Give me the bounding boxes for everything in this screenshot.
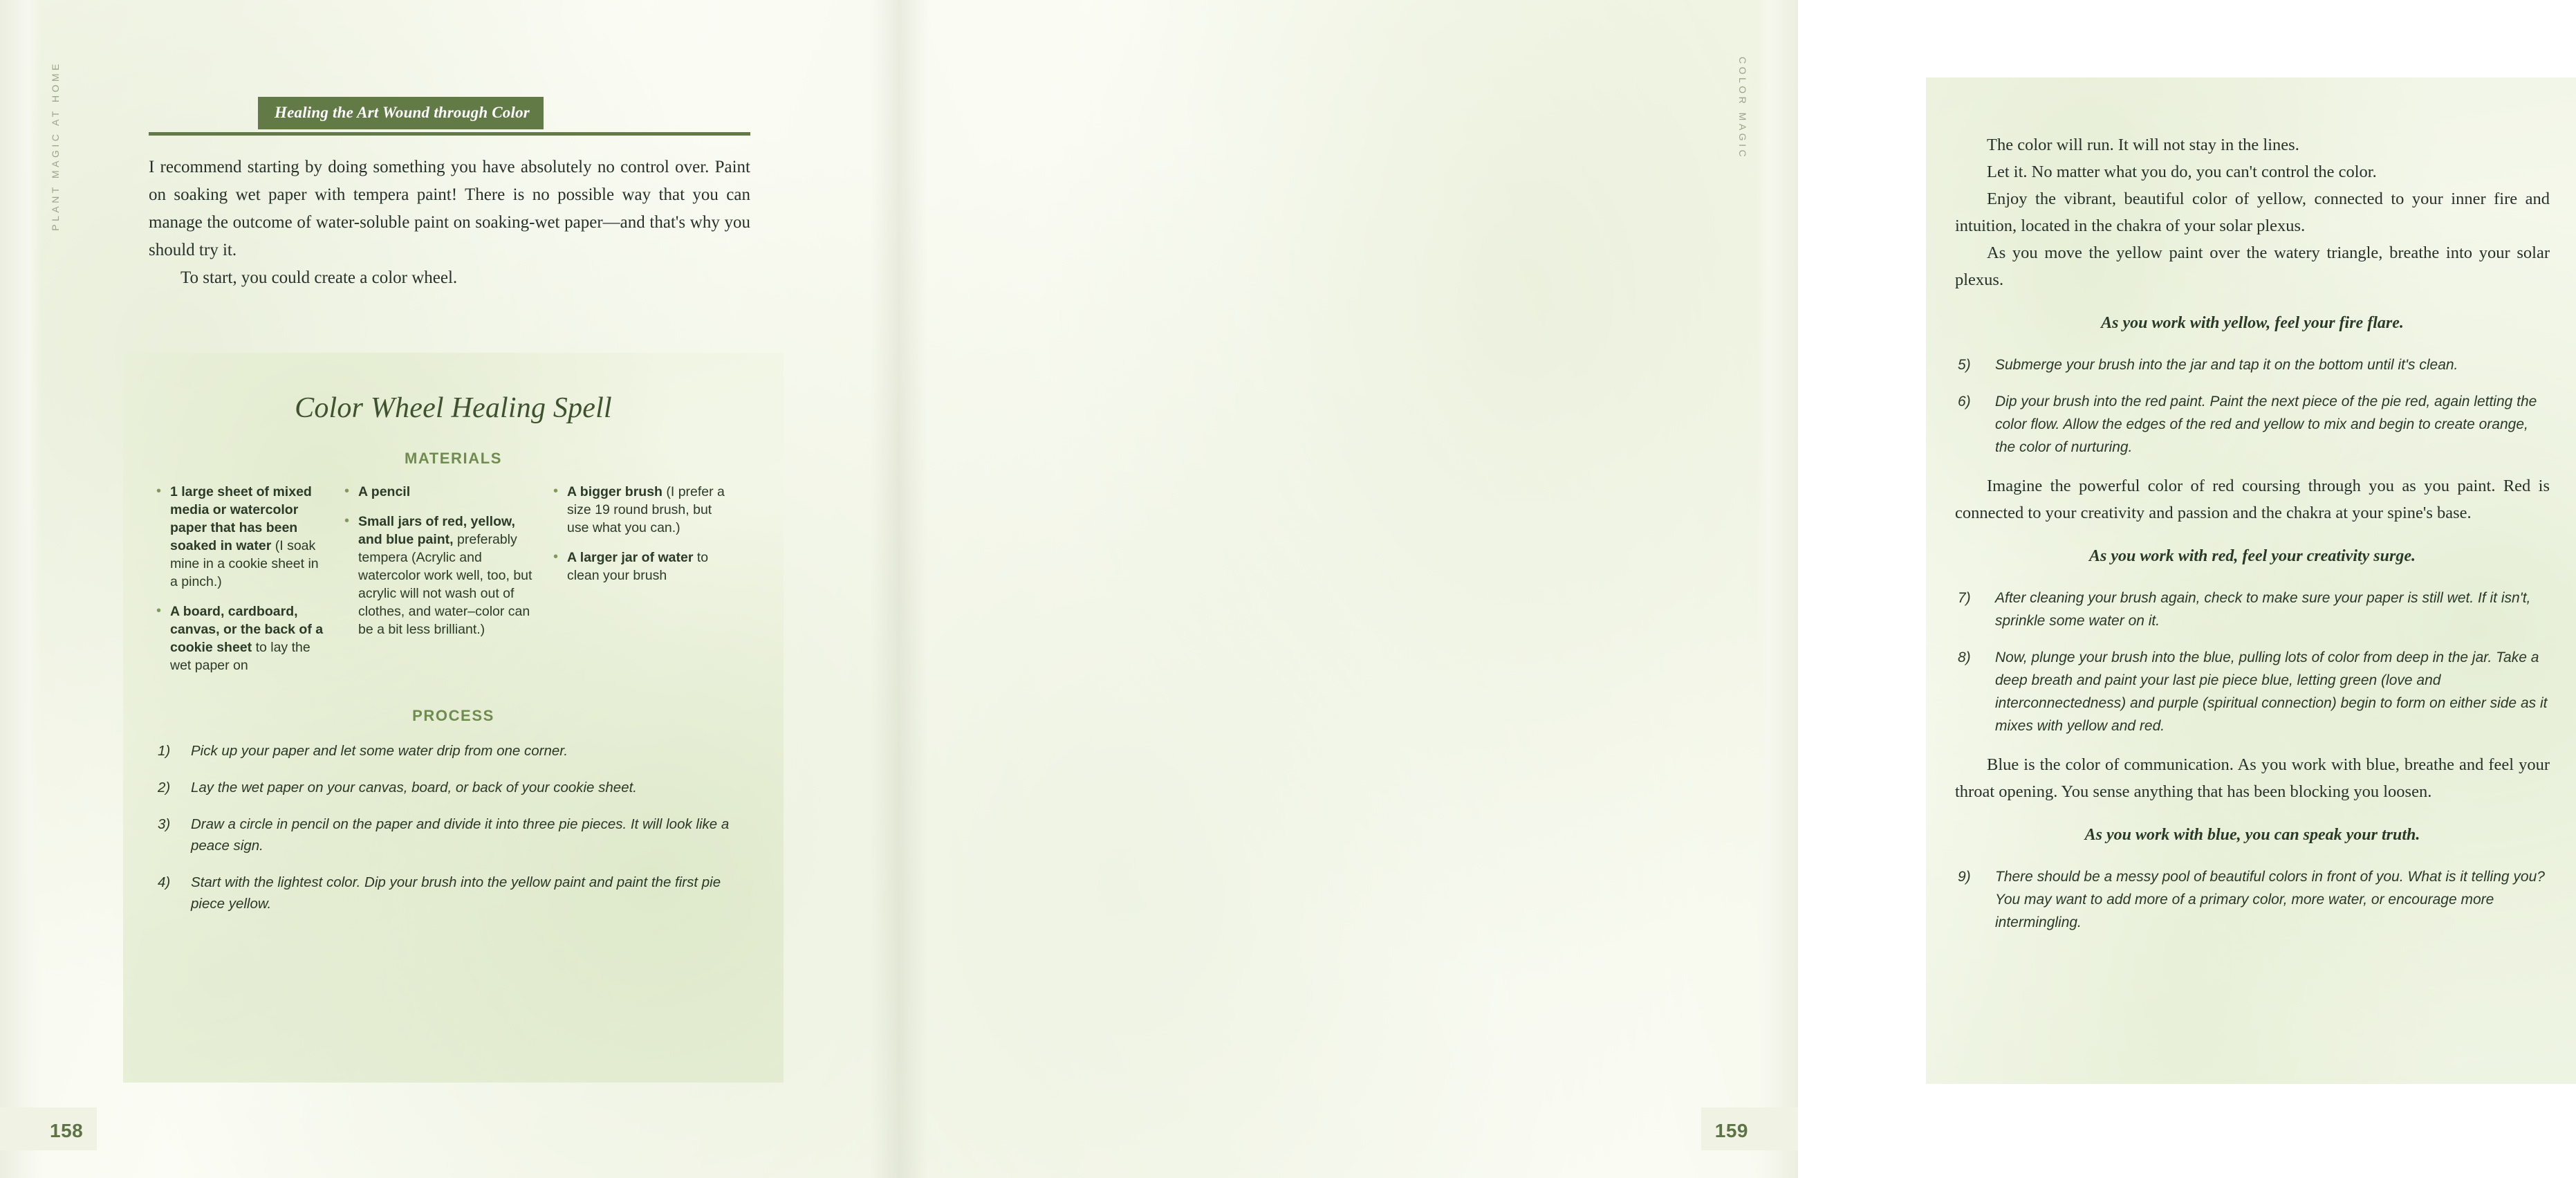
page-edge-left [0,0,41,1178]
right-text-column [1926,77,2576,1084]
step-number: 6) [1958,394,1971,409]
page-edge-right [1757,0,1798,1178]
page-right [899,0,2550,1178]
spell-box [123,353,784,1083]
materials-columns [155,483,752,686]
list-item [1955,587,2550,632]
list-item: Pick up your paper and let some water drip from one corner. [191,743,568,759]
right-body-red [1955,472,2550,526]
materials-list-3 [552,483,732,585]
list-item [552,483,732,537]
step-number: 9) [1958,869,1971,885]
list-item [1955,390,2550,459]
intro-paragraph-2: To start, you could create a color wheel. [180,268,458,287]
step-number: 5) [1958,357,1971,373]
step-text: After cleaning your brush again, check to make sure your paper is still wet. If it isn't, sprinkle some water on it. [1995,590,2531,629]
step-text: Dip your brush into the red paint. Paint the next piece of the pie red, again letting the color flow. Allow the edges of the red and yellow to mix and begin to create orange, the color of nurturing. [1995,394,2537,455]
callout-blue: As you work with blue, you can speak your truth. [2084,826,2420,844]
right-paragraph-2: Let it. No matter what you do, you can't control the color. [1987,163,2377,181]
chapter-heading [149,97,750,136]
chapter-rule [149,132,750,136]
right-paragraph-5: Imagine the powerful color of red coursing through you as you paint. Red is connected to your creativity and passion and the chakra at your spine's base. [1955,477,2550,522]
list-item [1955,646,2550,737]
material-name: A pencil [358,484,411,499]
spell-title: Color Wheel Healing Spell [295,392,612,424]
intro-paragraph-1: I recommend starting by doing something you have absolutely no control over. Paint on soaking wet paper with tempera paint! There is no possible way that you can manage the outcome of water-soluble paint on soaking-wet paper—and that's why you should try it. [149,158,750,259]
material-detail: (I prefer a size 19 round brush, but use what you can.) [567,484,725,535]
page-number-left: 158 [50,1120,84,1141]
right-paragraph-3: Enjoy the vibrant, beautiful color of yellow, connected to your inner fire and intuition, located in the chakra of your solar plexus. [1955,190,2550,235]
material-detail: to lay the wet paper on [170,640,311,673]
step-text: Submerge your brush into the jar and tap it on the bottom until it's clean. [1995,357,2458,373]
step-text: There should be a messy pool of beautiful colors in front of you. What is it telling you? You may want to add more of a primary color, more water, or encourage more intermingling. [1995,869,2545,930]
process-steps-list [155,740,752,914]
list-item: Start with the lightest color. Dip your brush into the yellow paint and paint the first pie piece yellow. [191,874,721,912]
step-number: 8) [1958,650,1971,665]
material-name: 1 large sheet of mixed media or watercolor paper that has been soaked in water [170,484,312,553]
callout-yellow: As you work with yellow, feel your fire flare. [2101,314,2404,332]
list-item [155,483,328,591]
material-name: A larger jar of water [567,550,697,565]
right-paragraph-6: Blue is the color of communication. As you work with blue, breathe and feel your throat opening. You sense anything that has been blocking you loosen. [1955,755,2550,801]
material-name: A board, cardboard, canvas, or the back of a cookie sheet [170,604,324,655]
right-body-blue [1955,751,2550,805]
callout-red: As you work with red, feel your creativity surge. [2089,547,2416,565]
list-item [343,483,537,501]
step-text: Now, plunge your brush into the blue, pulling lots of color from deep in the jar. Take a deep breath and paint your last pie piece blue, letting green (love and interconnectedness) and purple (spiritual connection) begin to form on either side as it mixes with yellow and red. [1995,650,2548,734]
list-item [343,513,537,638]
running-head-right: COLOR MAGIC [1737,57,1748,160]
list-item: Draw a circle in pencil on the paper and divide it into three pie pieces. It will look like a peace sign. [191,816,730,854]
running-head-left: PLANT MAGIC AT HOME [50,61,61,231]
intro-body [149,154,750,292]
material-detail: preferably tempera (Acrylic and watercolor work well, too, but acrylic will not wash out of clothes, and water–color can be a bit less brilliant.) [358,532,532,637]
materials-label: MATERIALS [404,450,503,467]
material-detail: (I soak mine in a cookie sheet in a pinch.) [170,538,319,589]
page-number-right: 159 [1714,1120,1748,1141]
materials-column-2 [343,483,537,650]
process-steps-continued-3 [1955,865,2550,934]
list-item [1955,865,2550,934]
list-item [552,549,732,585]
page-left [0,0,899,1178]
material-name: A bigger brush [567,484,667,499]
materials-column-1 [155,483,328,686]
process-label: PROCESS [412,707,494,724]
right-body-top [1955,131,2550,293]
list-item [155,602,328,674]
list-item [1955,353,2550,376]
chapter-tab-label: Healing the Art Wound through Color [258,97,544,129]
right-paragraph-4: As you move the yellow paint over the watery triangle, breathe into your solar plexus. [1955,243,2550,289]
process-steps-continued-2 [1955,587,2550,737]
materials-list-1 [155,483,328,674]
material-name: Small jars of red, yellow, and blue paint, [358,514,515,547]
process-steps-continued [1955,353,2550,459]
materials-column-3 [552,483,732,596]
materials-list-2 [343,483,537,638]
right-paragraph-1: The color will run. It will not stay in the lines. [1987,136,2299,154]
step-number: 7) [1958,590,1971,606]
material-detail: to clean your brush [567,550,709,583]
list-item: Lay the wet paper on your canvas, board, or back of your cookie sheet. [191,780,637,795]
left-text-column [149,97,750,292]
